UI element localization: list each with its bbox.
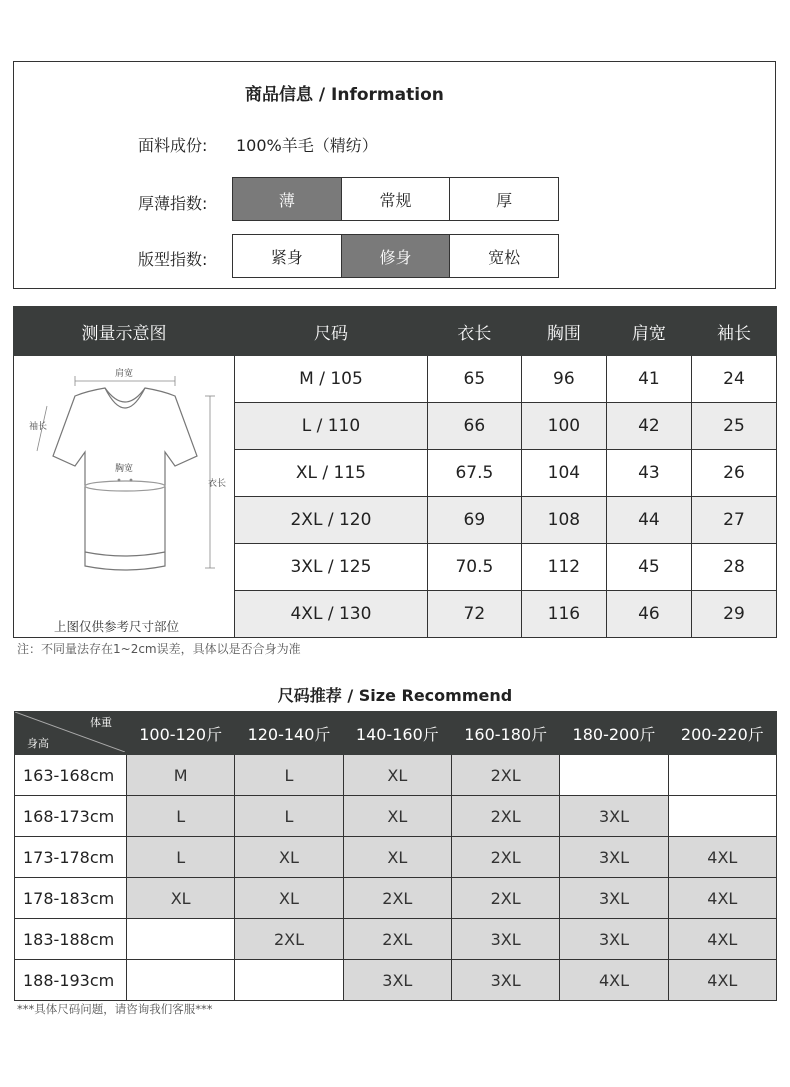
weight-header: 120-140斤 bbox=[235, 712, 343, 755]
recommend-cell: L bbox=[127, 837, 235, 878]
recommend-cell bbox=[668, 796, 776, 837]
recommend-cell: 2XL bbox=[451, 878, 559, 919]
weight-header: 200-220斤 bbox=[668, 712, 776, 755]
recommend-cell: 4XL bbox=[668, 960, 776, 1001]
shoulder-cell: 44 bbox=[606, 497, 691, 544]
chest-cell: 100 bbox=[521, 403, 606, 450]
header-sleeve: 袖长 bbox=[691, 307, 776, 356]
recommend-cell: 2XL bbox=[451, 837, 559, 878]
recommend-cell: 3XL bbox=[343, 960, 451, 1001]
height-cell: 173-178cm bbox=[15, 837, 127, 878]
recommend-cell bbox=[668, 755, 776, 796]
size-table bbox=[13, 306, 777, 638]
measurement-note: 注：不同量法存在1~2cm误差，具体以是否合身为准 bbox=[17, 642, 301, 656]
recommend-cell bbox=[560, 755, 668, 796]
recommend-cell: L bbox=[127, 796, 235, 837]
diagram-label-sleeve: 袖长 bbox=[29, 422, 48, 432]
sleeve-cell: 24 bbox=[691, 356, 776, 403]
weight-header: 180-200斤 bbox=[560, 712, 668, 755]
recommend-cell: 3XL bbox=[560, 796, 668, 837]
recommend-cell: 2XL bbox=[451, 755, 559, 796]
sleeve-cell: 25 bbox=[691, 403, 776, 450]
sleeve-cell: 27 bbox=[691, 497, 776, 544]
chest-cell: 108 bbox=[521, 497, 606, 544]
recommend-cell: XL bbox=[235, 878, 343, 919]
height-cell: 163-168cm bbox=[15, 755, 127, 796]
corner-weight-label: 体重 bbox=[90, 716, 112, 729]
length-cell: 72 bbox=[427, 591, 521, 638]
size-cell: 4XL / 130 bbox=[235, 591, 428, 638]
header-size: 尺码 bbox=[235, 307, 428, 356]
sleeve-cell: 28 bbox=[691, 544, 776, 591]
height-cell: 183-188cm bbox=[15, 919, 127, 960]
header-chest: 胸围 bbox=[521, 307, 606, 356]
diagram-label-shoulder: 肩宽 bbox=[115, 369, 134, 379]
sleeve-cell: 29 bbox=[691, 591, 776, 638]
thickness-label: 厚薄指数: bbox=[138, 194, 208, 213]
fabric-value: 100%羊毛（精纺） bbox=[236, 136, 378, 155]
recommend-cell: 3XL bbox=[451, 960, 559, 1001]
thickness-option-thin: 薄 bbox=[233, 178, 341, 220]
header-shoulder: 肩宽 bbox=[606, 307, 691, 356]
header-diagram: 测量示意图 bbox=[14, 307, 235, 356]
fit-option-slim: 修身 bbox=[341, 235, 450, 277]
recommend-cell: XL bbox=[127, 878, 235, 919]
thickness-option-thick: 厚 bbox=[449, 178, 558, 220]
size-cell: L / 110 bbox=[235, 403, 428, 450]
recommend-cell: XL bbox=[343, 755, 451, 796]
recommend-table bbox=[14, 711, 777, 1001]
weight-header: 160-180斤 bbox=[451, 712, 559, 755]
shoulder-cell: 42 bbox=[606, 403, 691, 450]
recommend-cell: 2XL bbox=[343, 919, 451, 960]
chest-cell: 96 bbox=[521, 356, 606, 403]
shoulder-cell: 45 bbox=[606, 544, 691, 591]
info-box bbox=[13, 61, 776, 289]
recommend-cell: 2XL bbox=[235, 919, 343, 960]
fit-option-loose: 宽松 bbox=[449, 235, 558, 277]
diagram-caption: 上图仅供参考尺寸部位 bbox=[54, 619, 180, 634]
table-row bbox=[15, 919, 777, 960]
recommend-cell: 3XL bbox=[451, 919, 559, 960]
length-cell: 70.5 bbox=[427, 544, 521, 591]
table-row bbox=[15, 796, 777, 837]
recommend-cell bbox=[127, 960, 235, 1001]
height-cell: 188-193cm bbox=[15, 960, 127, 1001]
length-cell: 69 bbox=[427, 497, 521, 544]
height-cell: 168-173cm bbox=[15, 796, 127, 837]
recommend-cell: XL bbox=[343, 796, 451, 837]
recommend-cell: 4XL bbox=[668, 878, 776, 919]
table-row bbox=[15, 755, 777, 796]
table-row bbox=[14, 356, 777, 403]
recommend-cell: L bbox=[235, 796, 343, 837]
recommend-cell: 3XL bbox=[560, 919, 668, 960]
recommend-cell: 4XL bbox=[668, 919, 776, 960]
recommend-cell: 4XL bbox=[668, 837, 776, 878]
size-table-header bbox=[14, 307, 777, 356]
tshirt-diagram-icon bbox=[15, 356, 233, 626]
size-cell: 2XL / 120 bbox=[235, 497, 428, 544]
recommend-cell: 4XL bbox=[560, 960, 668, 1001]
recommend-cell: L bbox=[235, 755, 343, 796]
length-cell: 66 bbox=[427, 403, 521, 450]
weight-header: 100-120斤 bbox=[127, 712, 235, 755]
recommend-cell: 2XL bbox=[451, 796, 559, 837]
recommend-cell bbox=[235, 960, 343, 1001]
size-cell: 3XL / 125 bbox=[235, 544, 428, 591]
recommend-cell: XL bbox=[343, 837, 451, 878]
recommend-cell: M bbox=[127, 755, 235, 796]
fabric-label: 面料成份: bbox=[138, 136, 208, 155]
thickness-option-regular: 常规 bbox=[341, 178, 450, 220]
diagram-label-length: 衣长 bbox=[208, 479, 227, 489]
measurement-diagram bbox=[14, 356, 235, 638]
table-row bbox=[15, 837, 777, 878]
recommend-cell: XL bbox=[235, 837, 343, 878]
height-cell: 178-183cm bbox=[15, 878, 127, 919]
thickness-scale bbox=[232, 177, 559, 221]
chest-cell: 104 bbox=[521, 450, 606, 497]
size-cell: XL / 115 bbox=[235, 450, 428, 497]
length-cell: 67.5 bbox=[427, 450, 521, 497]
weight-header: 140-160斤 bbox=[343, 712, 451, 755]
shoulder-cell: 43 bbox=[606, 450, 691, 497]
fit-scale bbox=[232, 234, 559, 278]
footer-note: ***具体尺码问题，请咨询我们客服*** bbox=[17, 1002, 213, 1016]
recommend-cell bbox=[127, 919, 235, 960]
header-length: 衣长 bbox=[427, 307, 521, 356]
chest-cell: 112 bbox=[521, 544, 606, 591]
shoulder-cell: 46 bbox=[606, 591, 691, 638]
fit-option-tight: 紧身 bbox=[270, 247, 303, 267]
info-title: 商品信息 / Information bbox=[245, 85, 444, 105]
fit-label: 版型指数: bbox=[138, 250, 208, 269]
size-cell: M / 105 bbox=[235, 356, 428, 403]
recommend-cell: 3XL bbox=[560, 878, 668, 919]
corner-height-label: 身高 bbox=[27, 737, 49, 750]
sleeve-cell: 26 bbox=[691, 450, 776, 497]
table-row bbox=[15, 960, 777, 1001]
recommend-header bbox=[15, 712, 777, 755]
corner-header bbox=[15, 712, 127, 755]
diagram-label-chest: 胸宽 bbox=[115, 464, 134, 474]
recommend-cell: 2XL bbox=[343, 878, 451, 919]
recommend-title: 尺码推荐 / Size Recommend bbox=[277, 686, 513, 705]
shoulder-cell: 41 bbox=[606, 356, 691, 403]
recommend-cell: 3XL bbox=[560, 837, 668, 878]
table-row bbox=[15, 878, 777, 919]
chest-cell: 116 bbox=[521, 591, 606, 638]
length-cell: 65 bbox=[427, 356, 521, 403]
